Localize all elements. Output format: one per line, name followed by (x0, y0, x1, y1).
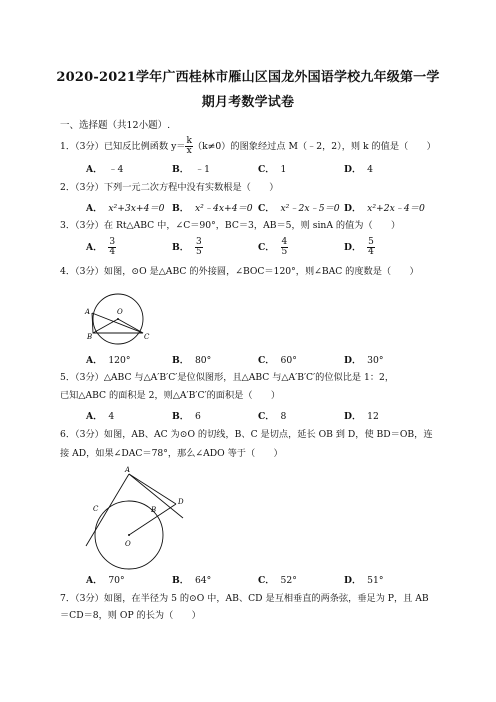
option-fraction (367, 238, 375, 257)
option-text: x²+2x﹣4＝0 (367, 203, 425, 214)
segment-oc (118, 319, 143, 333)
option-text: ﹣4 (108, 164, 124, 175)
option-text: ﹣1 (194, 164, 210, 175)
option-text: 120° (108, 355, 131, 366)
option-b[interactable] (172, 200, 253, 214)
option-a[interactable] (86, 572, 125, 586)
option-fraction (195, 238, 203, 257)
option-letter: B． (172, 355, 189, 366)
option-letter: C． (258, 411, 275, 422)
option-letter: D． (344, 242, 362, 253)
question-6-line1: 6．（3分）如图，AB、AC 为⊙O 的切线，B、C 是切点，延长 OB 到 D，使 BD＝OB，连 (60, 429, 433, 440)
option-letter: D． (344, 203, 362, 214)
triangle-abc (92, 313, 143, 333)
option-text: 80° (194, 355, 212, 366)
option-c[interactable] (258, 238, 288, 257)
question-5-line2: 已知△ABC 的面积是 2，则△A′B′C′的面积是（ ） (60, 390, 281, 401)
option-c[interactable] (258, 572, 297, 586)
option-c[interactable] (258, 408, 286, 422)
option-d[interactable] (344, 352, 383, 366)
label-c: C (144, 333, 150, 341)
option-letter: B． (172, 411, 189, 422)
option-letter: A． (86, 575, 103, 586)
option-text: 64° (194, 575, 212, 586)
option-letter: C． (258, 575, 275, 586)
question-4: 4．（3分）如图，⊙O 是△ABC 的外接圆，∠BOC＝120°，则∠BAC 的度数是（ ） (60, 266, 419, 277)
fraction-numerator: 3 (195, 237, 202, 247)
exam-title-line1: 2020-2021学年广西桂林市雁山区国龙外国语学校九年级第一学 (56, 70, 440, 85)
option-letter: C． (258, 164, 275, 175)
option-b[interactable] (172, 572, 211, 586)
label-b: B (151, 506, 157, 514)
fraction-denominator: x (186, 146, 192, 156)
exam-title-line2: 期月考数学试卷 (201, 95, 295, 110)
option-a[interactable] (86, 161, 123, 175)
option-b[interactable] (172, 161, 210, 175)
option-a[interactable] (86, 200, 165, 214)
question-5-line1: 5．（3分）△ABC 与△A′B′C′是位似图形，且△ABC 与△A′B′C′的位似比是 1：2， (60, 372, 395, 383)
question-1 (60, 137, 436, 156)
fraction-denominator: 4 (109, 247, 116, 257)
option-a[interactable] (86, 352, 130, 366)
option-d[interactable] (344, 408, 379, 422)
label-c: C (93, 505, 99, 513)
option-fraction (108, 238, 116, 257)
option-letter: C． (258, 242, 275, 253)
option-b[interactable] (172, 352, 211, 366)
fraction-numerator: k (186, 136, 192, 146)
option-text: 4 (108, 411, 115, 422)
question-1-post: （k≠0）的图象经过点 M（﹣2，2），则 k 的值是（ ） (192, 141, 436, 152)
option-letter: C． (258, 355, 275, 366)
label-o: O (125, 540, 131, 548)
option-letter: A． (86, 355, 103, 366)
question-1-pre: 1．（3分）已知反比例函数 y＝ (60, 141, 186, 152)
question-6-line2: 接 AD，如果∠DAC＝78°，那么∠ADO 等于（ ） (60, 448, 283, 459)
question-1-fraction (185, 137, 192, 156)
label-a: A (85, 308, 91, 316)
option-text: x²+3x+4＝0 (108, 203, 165, 214)
label-d: D (178, 498, 184, 506)
option-text: 51° (367, 575, 384, 586)
option-letter: A． (86, 164, 103, 175)
section-heading: 一、选择题（共12小题）. (60, 120, 171, 131)
option-a[interactable] (86, 408, 114, 422)
center-point-o (117, 318, 119, 320)
label-b: B (87, 333, 93, 341)
option-d[interactable] (344, 200, 425, 214)
question-4-figure (80, 290, 160, 350)
option-letter: D． (344, 355, 362, 366)
option-d[interactable] (344, 161, 373, 175)
option-letter: D． (344, 575, 362, 586)
fraction-numerator: 3 (109, 237, 116, 247)
fraction-denominator: 5 (281, 247, 288, 257)
center-point-o (128, 534, 130, 536)
option-text: 60° (280, 355, 297, 366)
option-letter: C． (258, 203, 275, 214)
option-text: 30° (367, 355, 384, 366)
option-b[interactable] (172, 408, 201, 422)
option-letter: D． (344, 411, 362, 422)
option-text: 8 (280, 411, 287, 422)
fraction-numerator: 4 (281, 237, 288, 247)
option-c[interactable] (258, 352, 297, 366)
option-c[interactable] (258, 161, 286, 175)
option-text: 6 (194, 411, 201, 422)
option-letter: D． (344, 164, 362, 175)
option-text: x²﹣2x﹣5＝0 (280, 203, 340, 214)
option-letter: A． (86, 242, 103, 253)
option-text: 1 (280, 164, 287, 175)
option-letter: A． (86, 411, 103, 422)
segment-ad (129, 474, 176, 504)
question-7-line2: ＝CD＝8，则 OP 的长为（ ） (60, 610, 201, 621)
question-6-figure (80, 464, 200, 574)
option-fraction (281, 238, 289, 257)
segment-ob (93, 319, 118, 333)
label-o: O (117, 308, 123, 316)
option-letter: B． (172, 203, 189, 214)
fraction-denominator: 4 (368, 247, 374, 257)
question-7-line1: 7．（3分）如图，在半径为 5 的⊙O 中，AB、CD 是互相垂直的两条弦，垂足为 P，且 AB (60, 593, 429, 604)
option-letter: B． (172, 164, 189, 175)
option-letter: B． (172, 242, 189, 253)
option-text: 70° (108, 575, 125, 586)
option-b[interactable] (172, 238, 203, 257)
label-a: A (125, 466, 131, 474)
question-2: 2．（3分）下列一元二次方程中没有实数根是（ ） (60, 182, 279, 193)
option-text: 12 (367, 411, 379, 422)
option-d[interactable] (344, 572, 383, 586)
option-letter: B． (172, 575, 189, 586)
option-text: 4 (367, 164, 374, 175)
option-c[interactable] (258, 200, 340, 214)
fraction-denominator: 5 (195, 247, 202, 257)
option-a[interactable] (86, 238, 116, 257)
fraction-numerator: 5 (368, 237, 374, 247)
option-text: x²﹣4x+4＝0 (194, 203, 253, 214)
option-d[interactable] (344, 238, 375, 257)
option-text: 52° (280, 575, 297, 586)
question-3: 3．（3分）在 Rt△ABC 中，∠C＝90°，BC＝3，AB＝5，则 sinA 的值为（ ） (60, 220, 401, 231)
option-letter: A． (86, 203, 103, 214)
